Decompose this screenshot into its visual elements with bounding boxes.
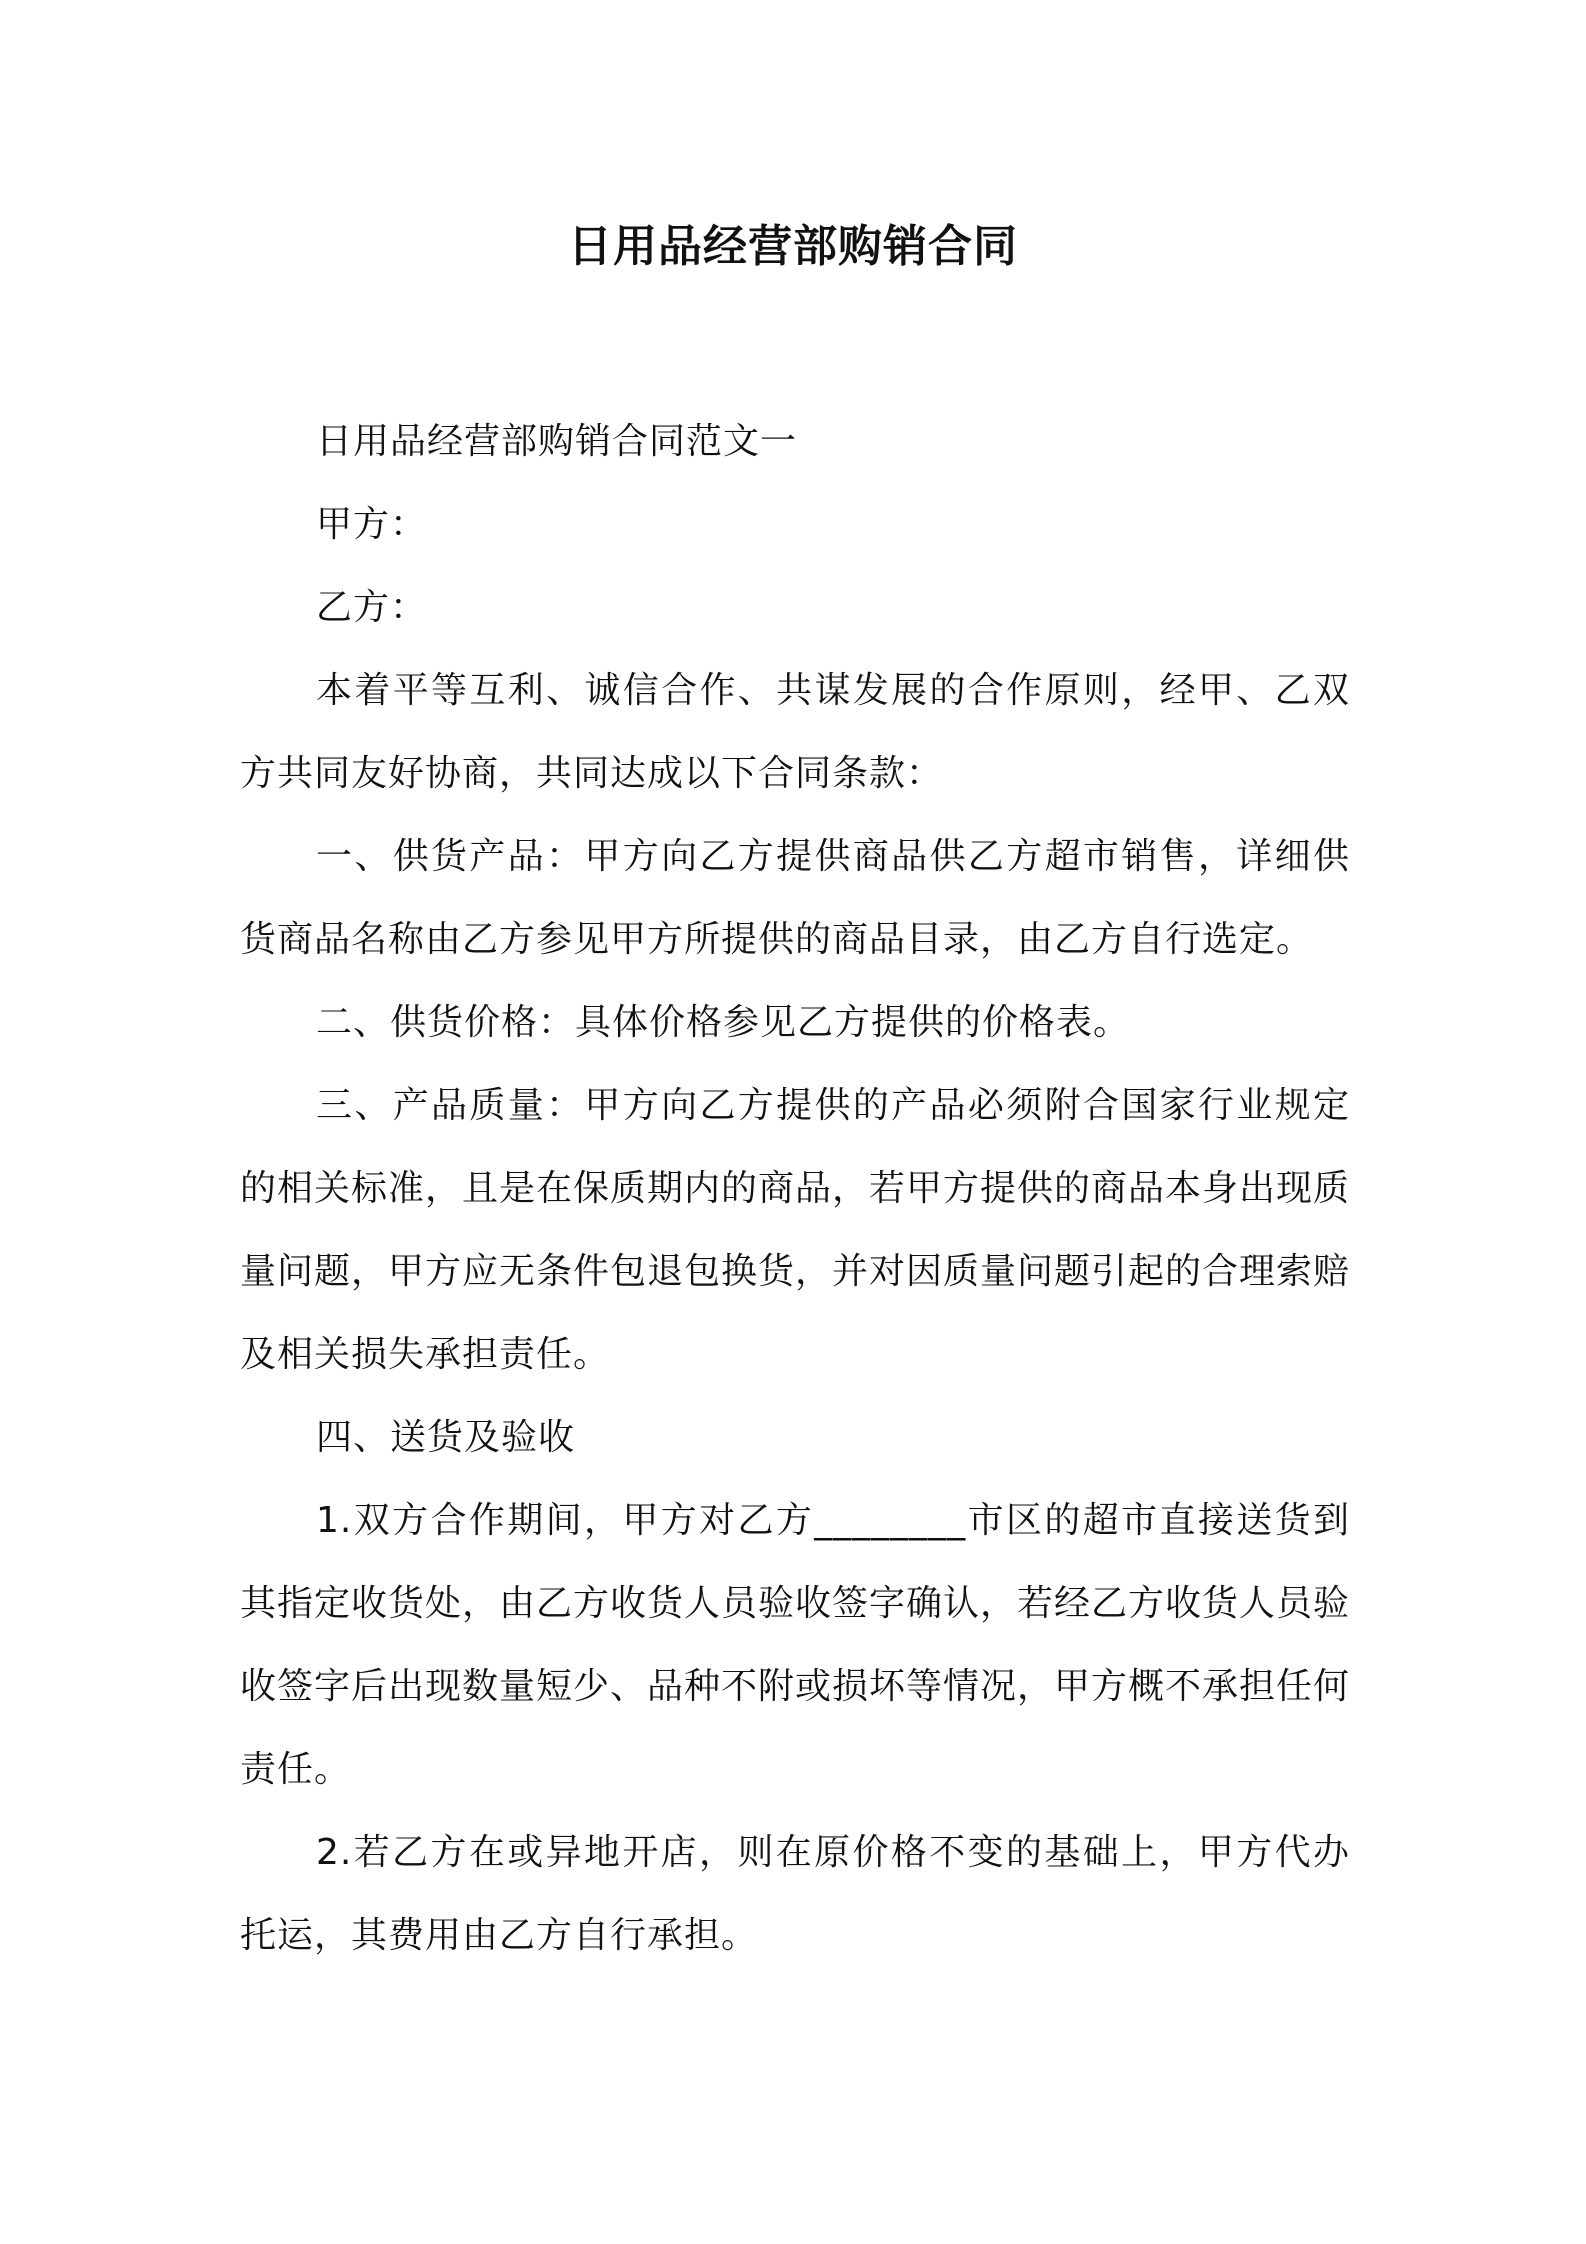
party-b-line: 乙方：: [316, 587, 428, 628]
preamble-paragraph: 本着平等互利、诚信合作、共谋发展的合作原则，经甲、乙双方共同友好协商，共同达成以下合同条款：: [240, 670, 1350, 794]
clause-4-item-1: 1.双方合作期间，甲方对乙方________市区的超市直接送货到其指定收货处，由乙方收货人员验收签字确认，若经乙方收货人员验收签字后出现数量短少、品种不附或损坏等情况，甲方概不承担任何责任。: [240, 1500, 1351, 1790]
subtitle-paragraph: 日用品经营部购销合同范文一: [316, 421, 798, 462]
document-title: 日用品经营部购销合同: [568, 221, 1018, 272]
document-body: [240, 400, 1350, 1977]
clause-4-item-2: 2.若乙方在或异地开店，则在原价格不变的基础上，甲方代办托运，其费用由乙方自行承担。: [240, 1832, 1350, 1956]
party-a-line: 甲方：: [316, 504, 428, 545]
clause-2-paragraph: 二、供货价格：具体价格参见乙方提供的价格表。: [316, 1002, 1131, 1043]
clause-1-paragraph: 一、供货产品：甲方向乙方提供商品供乙方超市销售，详细供货商品名称由乙方参见甲方所提供的商品目录，由乙方自行选定。: [240, 836, 1350, 960]
clause-4-heading: 四、送货及验收: [316, 1417, 576, 1458]
clause-3-paragraph: 三、产品质量：甲方向乙方提供的产品必须附合国家行业规定的相关标准，且是在保质期内的商品，若甲方提供的商品本身出现质量问题，甲方应无条件包退包换货，并对因质量问题引起的合理索赔及相关损失承担责任。: [240, 1085, 1351, 1375]
